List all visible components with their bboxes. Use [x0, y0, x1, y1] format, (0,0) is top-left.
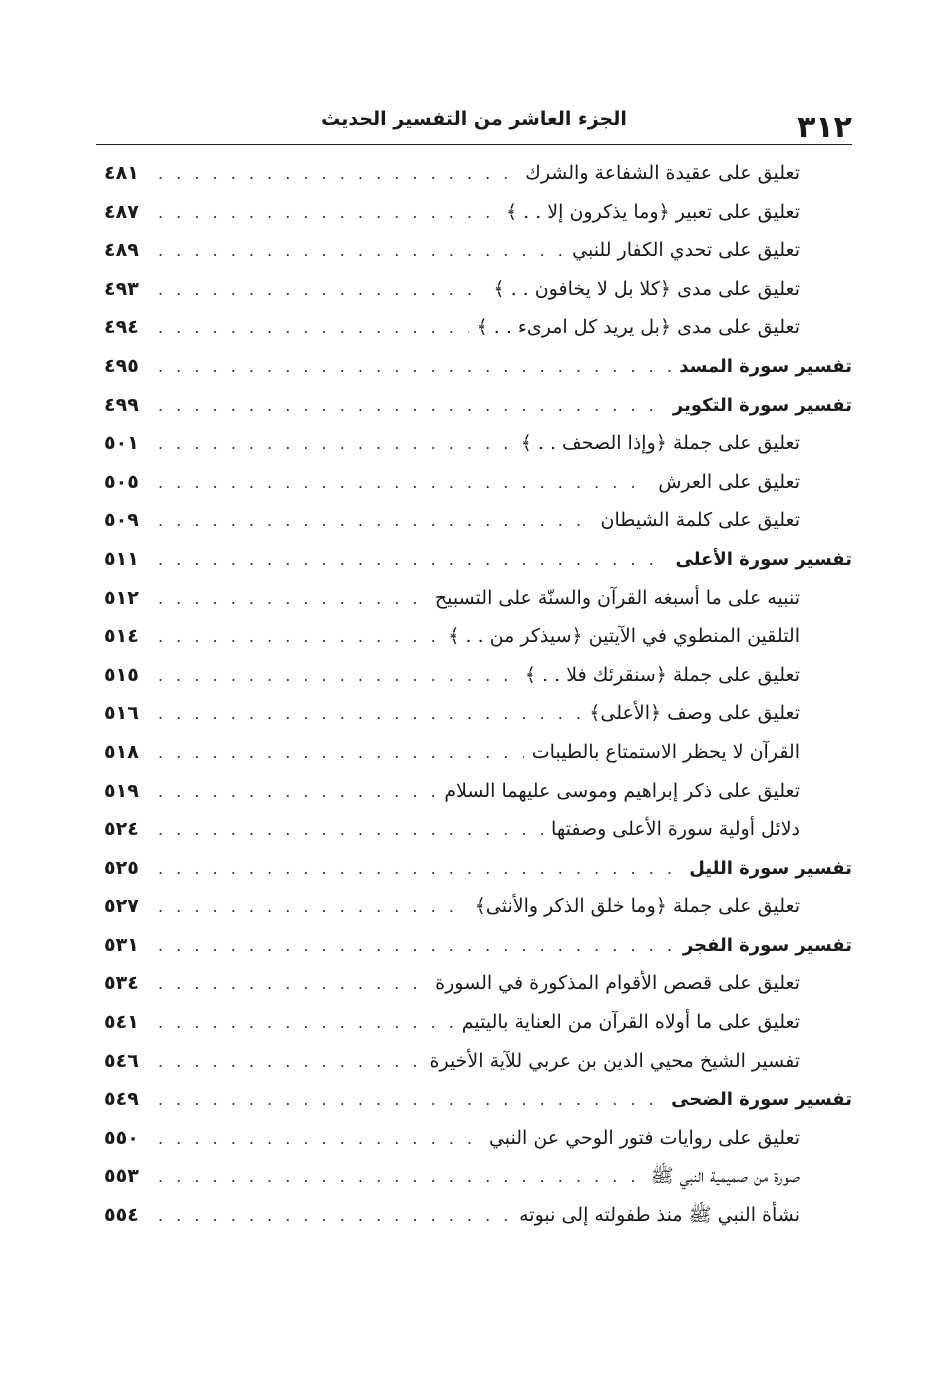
toc-entry-title: تفسير سورة الليل: [689, 857, 852, 879]
toc-entry-page-number: ٥١١: [104, 547, 139, 570]
toc-subentry: [104, 579, 852, 618]
dot-leader: [158, 927, 675, 966]
dot-leader: [158, 232, 564, 271]
toc-entry-title: نشأة النبي ﷺ منذ طفولته إلى نبوته: [519, 1204, 800, 1227]
toc-entry-title: تعليق على كلمة الشيطان: [600, 509, 800, 532]
toc-subentry: [104, 1119, 852, 1158]
toc-entry-page-number: ٥١٢: [104, 586, 139, 609]
dot-leader: [158, 271, 485, 310]
toc-subentry: [104, 270, 852, 309]
toc-entry-page-number: ٥١٦: [104, 702, 139, 725]
toc-chapter-entry: [104, 386, 852, 425]
toc-entry-page-number: ٥٤١: [104, 1011, 139, 1034]
toc-entry-title: تعليق على تعبير ﴿وما يذكرون إلا . . ﴾: [505, 200, 800, 223]
toc-entry-page-number: ٥٥٤: [104, 1204, 139, 1227]
dot-leader: [158, 850, 681, 889]
dot-leader: [158, 773, 436, 812]
dot-leader: [158, 464, 650, 503]
toc-entry-page-number: ٤٨٩: [104, 239, 139, 262]
running-title: الجزء العاشر من التفسير الحديث: [321, 108, 627, 130]
page-number: ٣١٢: [797, 110, 852, 145]
toc-entry-page-number: ٤٨٧: [104, 200, 139, 223]
toc-entry-title: تعليق على جملة ﴿سنقرئك فلا . . ﴾: [524, 663, 800, 686]
toc-entry-page-number: ٥٥٣: [104, 1165, 139, 1188]
page-header: [96, 100, 852, 145]
toc-entry-page-number: ٤٩٩: [104, 393, 139, 416]
toc-entry-title: تفسير سورة التكوير: [672, 394, 852, 416]
toc-entry-title: تفسير الشيخ محيي الدين بن عربي للآية الأخيرة: [429, 1049, 800, 1072]
toc-entry-page-number: ٥٣٤: [104, 972, 139, 995]
dot-leader: [158, 194, 498, 233]
toc-subentry: [104, 1003, 852, 1042]
toc-subentry: [104, 308, 852, 347]
toc-subentry: [104, 501, 852, 540]
dot-leader: [158, 541, 667, 580]
table-of-contents: [104, 154, 852, 1235]
toc-entry-title: تفسير سورة الضحى: [671, 1089, 852, 1111]
toc-entry-page-number: ٥١٥: [104, 663, 139, 686]
toc-entry-title: تعليق على تحدي الكفار للنبي: [572, 239, 800, 262]
toc-entry-title: تعليق على ما أولاه القرآن من العناية باليتيم: [461, 1011, 800, 1034]
toc-entry-title: تعليق على روايات فتور الوحي عن النبي: [488, 1126, 800, 1149]
toc-chapter-entry: [104, 347, 852, 386]
toc-entry-title: تعليق على عقيدة الشفاعة والشرك: [525, 162, 800, 184]
toc-entry-title: القرآن لا يحظر الاستمتاع بالطيبات: [531, 740, 800, 763]
toc-entry-title: تعليق على جملة ﴿وما خلق الذكر والأنثى﴾: [474, 895, 800, 918]
toc-subentry: [104, 231, 852, 270]
toc-entry-page-number: ٥١٩: [104, 779, 139, 802]
toc-entry-page-number: ٥٣١: [104, 933, 139, 956]
dot-leader: [158, 155, 517, 194]
dot-leader: [158, 425, 513, 464]
toc-subentry: [104, 964, 852, 1003]
dot-leader: [158, 965, 427, 1004]
toc-subentry: [104, 656, 852, 695]
dot-leader: [158, 309, 469, 348]
dot-leader: [158, 1081, 663, 1120]
toc-entry-page-number: ٥٠٩: [104, 509, 139, 532]
toc-entry-title: تنبيه على ما أسبغه القرآن والسنّة على التسبيح: [434, 586, 800, 609]
dot-leader: [158, 734, 524, 773]
toc-entry-page-number: ٤٩٤: [104, 316, 139, 339]
toc-subentry: [104, 887, 852, 926]
dot-leader: [158, 1043, 422, 1082]
dot-leader: [158, 580, 427, 619]
dot-leader: [158, 657, 517, 696]
toc-subentry: [104, 1196, 852, 1235]
dot-leader: [158, 1158, 643, 1197]
toc-subentry: [104, 772, 852, 811]
toc-subentry: [104, 694, 852, 733]
toc-entry-title: التلقين المنطوي في الآيتين ﴿سيذكر من . . ﴾: [448, 625, 800, 648]
toc-entry-page-number: ٥١٤: [104, 625, 139, 648]
toc-entry-page-number: ٤٨١: [104, 162, 139, 184]
toc-entry-title: تعليق على ذكر إبراهيم وموسى عليهما السلام: [444, 779, 800, 802]
toc-entry-page-number: ٥٠٥: [104, 470, 139, 493]
toc-subentry: [104, 617, 852, 656]
toc-entry-title: تفسير سورة المسد: [679, 355, 852, 377]
toc-subentry: [104, 810, 852, 849]
toc-subentry: [104, 733, 852, 772]
toc-entry-page-number: ٥٢٥: [104, 856, 139, 879]
toc-subentry: [104, 1042, 852, 1081]
toc-subentry: [104, 154, 852, 193]
toc-entry-title: تعليق على جملة ﴿وإذا الصحف . . ﴾: [520, 432, 800, 455]
toc-subentry: [104, 463, 852, 502]
dot-leader: [158, 1004, 454, 1043]
dot-leader: [158, 502, 593, 541]
dot-leader: [158, 1120, 481, 1159]
toc-entry-page-number: ٥١٨: [104, 740, 139, 763]
dot-leader: [158, 811, 543, 850]
toc-entry-title: تفسير سورة الأعلى: [675, 548, 852, 570]
toc-entry-title: تعليق على وصف ﴿الأعلى﴾: [589, 702, 800, 725]
toc-entry-page-number: ٥٠١: [104, 432, 139, 455]
toc-entry-title: تعليق على مدى ﴿بل يريد كل امرىء . . ﴾: [476, 316, 800, 339]
toc-entry-page-number: ٤٩٥: [104, 354, 139, 377]
toc-chapter-entry: [104, 540, 852, 579]
toc-subentry: [104, 424, 852, 463]
dot-leader: [158, 348, 671, 387]
dot-leader: [158, 618, 440, 657]
toc-chapter-entry: [104, 1080, 852, 1119]
dot-leader: [158, 1197, 511, 1236]
toc-entry-page-number: ٤٩٣: [104, 277, 139, 300]
toc-entry-page-number: ٥٤٩: [104, 1088, 139, 1111]
toc-entry-title: تعليق على مدى ﴿كلا بل لا يخافون . . ﴾: [493, 277, 800, 300]
toc-entry-title: تعليق على قصص الأقوام المذكورة في السورة: [435, 972, 800, 995]
toc-entry-page-number: ٥٢٤: [104, 818, 139, 841]
toc-subentry: [104, 1157, 852, 1196]
dot-leader: [158, 888, 467, 927]
toc-subentry: [104, 193, 852, 232]
toc-chapter-entry: [104, 849, 852, 888]
toc-entry-title: دلائل أولية سورة الأعلى وصفتها: [551, 818, 800, 841]
toc-entry-title: تعليق على العرش: [658, 470, 800, 493]
toc-entry-page-number: ٥٤٦: [104, 1049, 139, 1072]
toc-entry-page-number: ٥٥٠: [104, 1126, 139, 1149]
toc-chapter-entry: [104, 926, 852, 965]
toc-entry-title: صورة من صميمية النبي ﷺ: [650, 1165, 800, 1188]
dot-leader: [158, 387, 665, 426]
toc-entry-title: تفسير سورة الفجر: [682, 934, 852, 956]
dot-leader: [158, 695, 581, 734]
toc-entry-page-number: ٥٢٧: [104, 895, 139, 918]
